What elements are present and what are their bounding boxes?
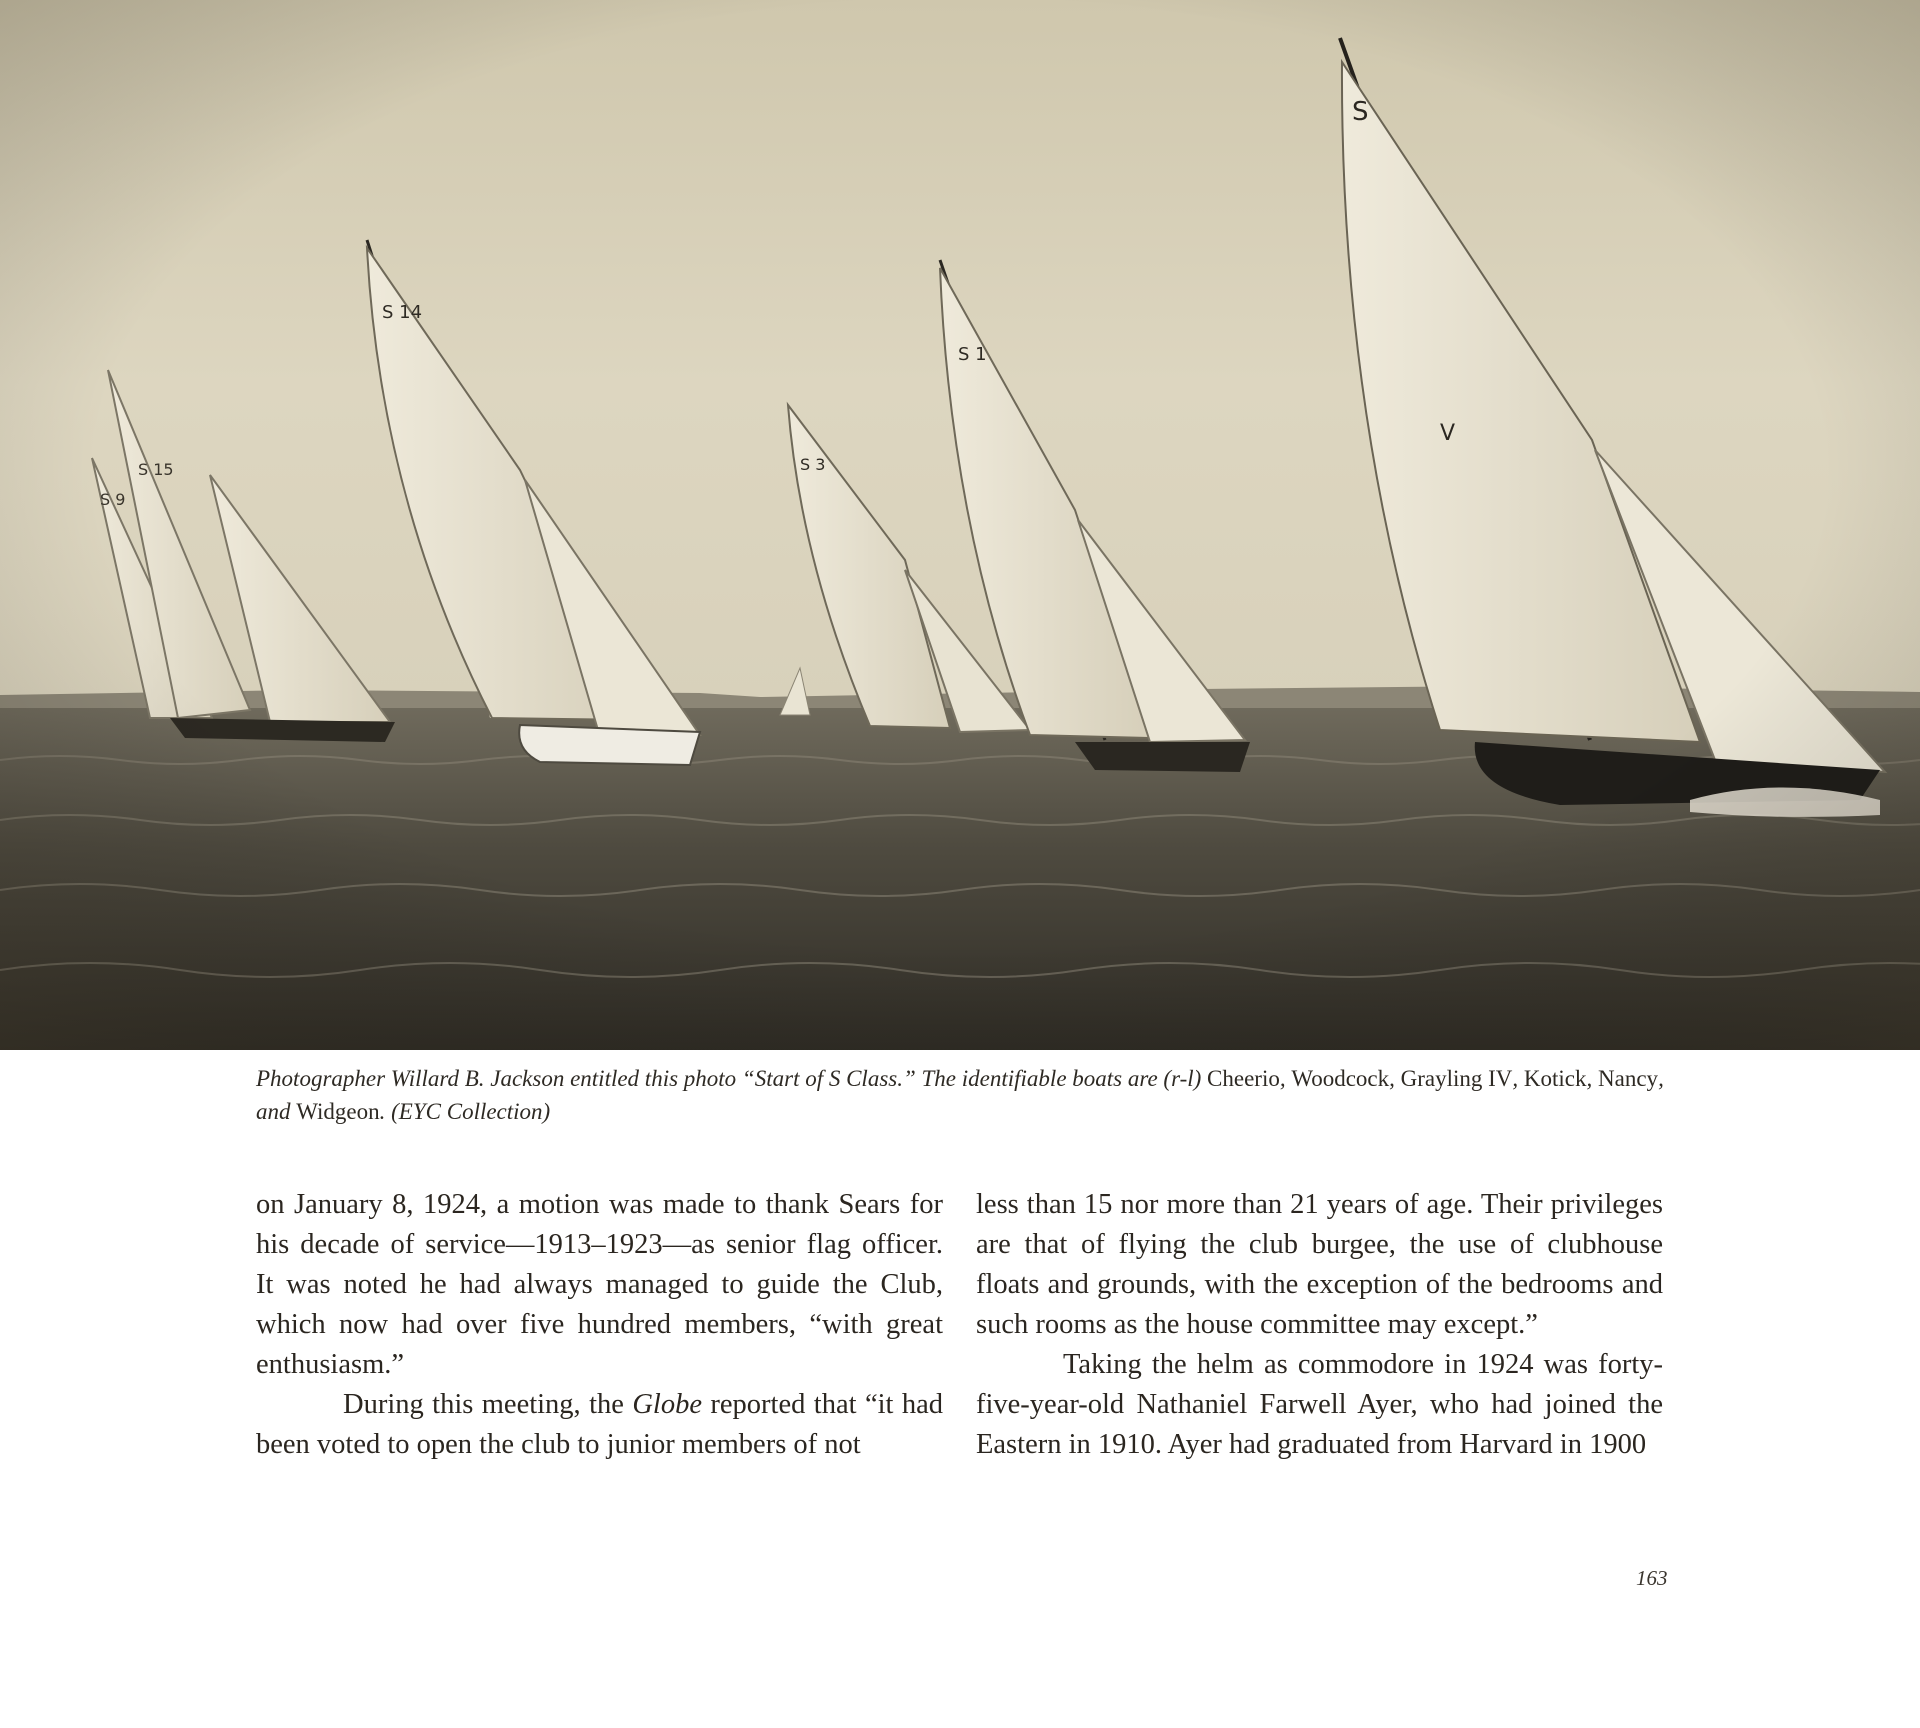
newspaper-title: Globe xyxy=(632,1389,702,1420)
paragraph-text: During this meeting, the xyxy=(343,1389,633,1420)
paragraph: Taking the helm as commodore in 1924 was forty-five-year-old Nathaniel Farwell Ayer, who had joined the Eastern in 1910. Ayer had graduated from Harvard in 1900 xyxy=(976,1349,1663,1460)
body-column-left xyxy=(256,1185,943,1465)
paragraph xyxy=(256,1385,943,1465)
caption-separator: , xyxy=(1586,1066,1599,1091)
photo-caption xyxy=(256,1062,1666,1128)
paragraph: less than 15 nor more than 21 years of age. Their privileges are that of flying the club burgee, the use of clubhouse floats and grounds, with the exception of the bedrooms and such rooms as the house committee may except.” xyxy=(976,1189,1663,1340)
caption-separator: , xyxy=(1389,1066,1401,1091)
page-number: 163 xyxy=(1636,1566,1668,1590)
boat-name: Widgeon xyxy=(296,1099,380,1124)
caption-credit: . (EYC Collection) xyxy=(379,1099,551,1124)
caption-separator: , and xyxy=(256,1066,1664,1124)
caption-separator: , xyxy=(1279,1066,1292,1091)
boat-name: Cheerio xyxy=(1207,1066,1280,1091)
caption-separator: , xyxy=(1512,1066,1524,1091)
boat-name: Grayling IV xyxy=(1400,1066,1513,1091)
paragraph-text: reported that “it had been voted to open the club to junior members of not xyxy=(256,1389,943,1460)
paragraph: on January 8, 1924, a motion was made to thank Sears for his decade of service—1913–1923—as senior flag officer. It was noted he had always managed to guide the Club, which now had over five hundred members, “with great enthusiasm.” xyxy=(256,1189,943,1380)
caption-text: Photographer Willard B. Jackson entitled this photo “Start of S Class.” The identifiable boats are (r-l) xyxy=(256,1066,1208,1091)
boat-name: Woodcock xyxy=(1291,1066,1390,1091)
body-column-right xyxy=(976,1185,1663,1465)
boat-name: Nancy xyxy=(1598,1066,1659,1091)
boat-name: Kotick xyxy=(1523,1066,1587,1091)
